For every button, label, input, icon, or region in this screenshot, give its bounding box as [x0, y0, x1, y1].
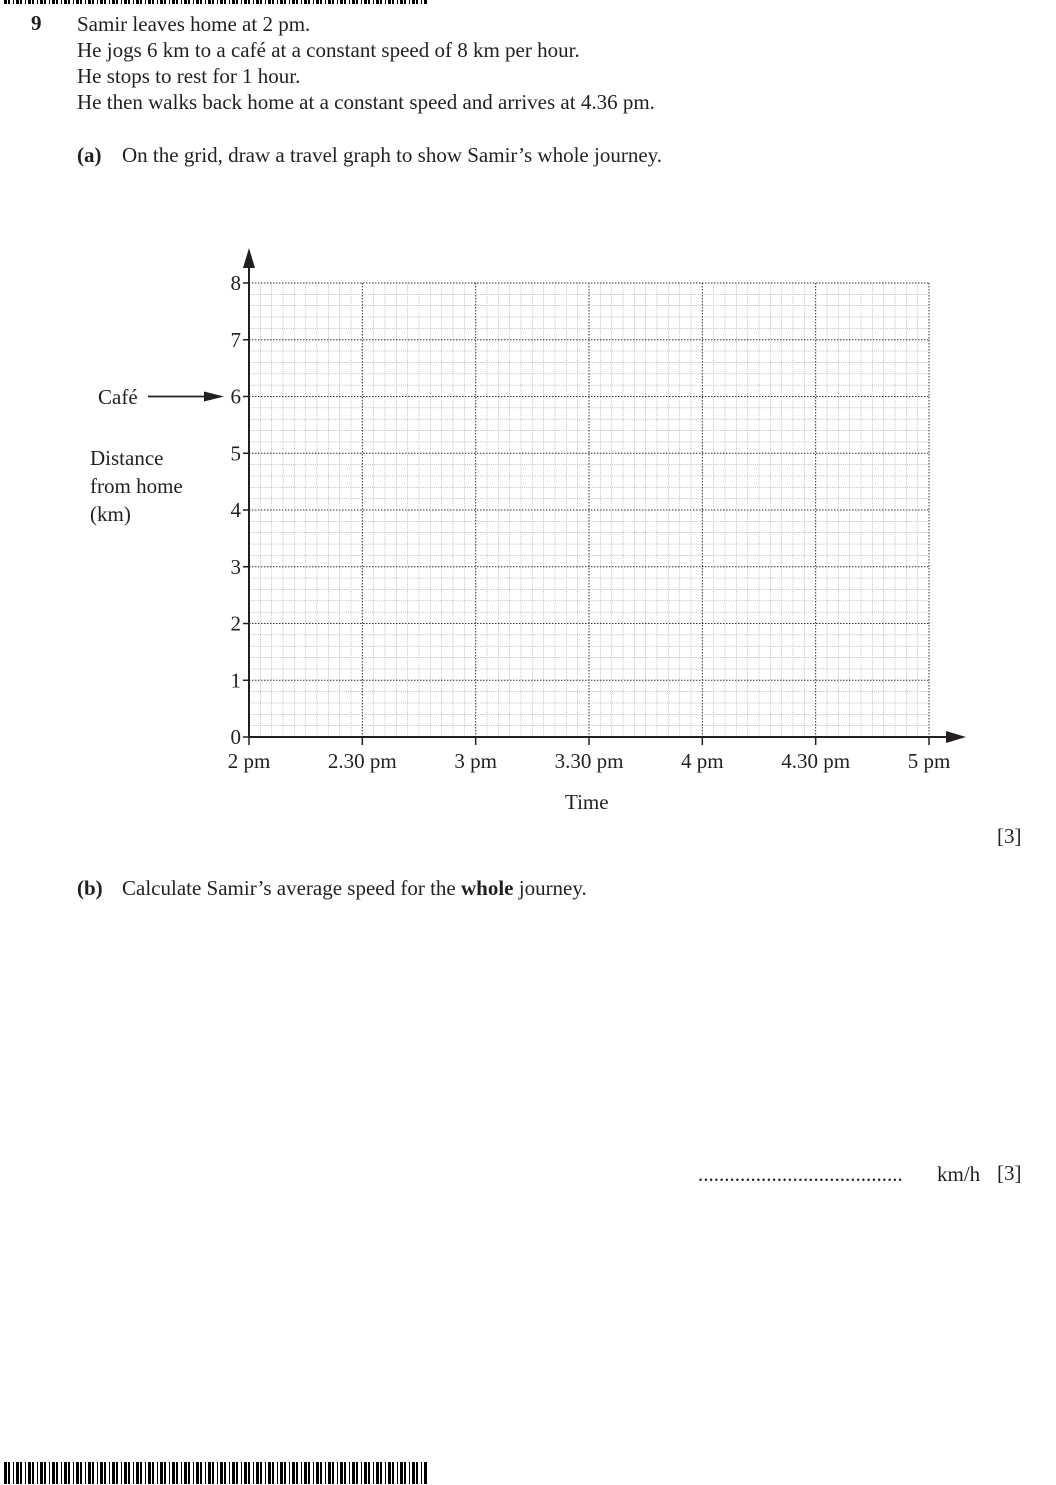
barcode-bar [124, 1462, 127, 1484]
barcode-bar [109, 1462, 110, 1484]
barcode-bar [260, 1462, 262, 1484]
barcode-bar [400, 1462, 403, 1484]
barcode-bar [416, 1462, 418, 1484]
question-line-4: He then walks back home at a constant speed and arrives at 4.36 pm. [77, 90, 655, 114]
part-b-marks: [3] [997, 1161, 1022, 1185]
barcode-bar [188, 1462, 190, 1484]
cafe-label: Café [98, 385, 138, 409]
barcode-bar [32, 1462, 34, 1484]
barcode-bar [169, 1462, 170, 1484]
barcode-bar [421, 1462, 422, 1484]
x-tick-label: 3.30 pm [554, 749, 624, 773]
barcode-bar [140, 1462, 142, 1484]
y-axis-label-line-2: from home [90, 474, 183, 498]
barcode-bar [61, 1462, 62, 1484]
barcode-bar [361, 1462, 362, 1484]
barcode-bar [80, 1462, 82, 1484]
barcode-bar [52, 1462, 55, 1484]
x-tick-label: 3 pm [454, 749, 497, 773]
barcode-bar [160, 1462, 163, 1484]
x-tick-label: 2.30 pm [327, 749, 397, 773]
barcode-bar [328, 1462, 331, 1484]
y-axis-label-line-1: Distance [90, 446, 164, 470]
question-line-3: He stops to rest for 1 hour. [77, 64, 301, 88]
part-b-text-before: Calculate Samir’s average speed for the [122, 876, 461, 900]
y-tick-label: 0 [230, 725, 241, 749]
barcode-bar [121, 1462, 122, 1484]
y-axis-arrowhead [243, 248, 255, 268]
barcode-bar [212, 1462, 214, 1484]
y-tick-label: 6 [230, 384, 241, 409]
barcode-bar [64, 1462, 67, 1484]
barcode-bar [380, 1462, 382, 1484]
barcode-bar [424, 1462, 427, 1484]
barcode-bar [157, 1462, 158, 1484]
barcode-bar [409, 1462, 410, 1484]
part-b-label: (b) [77, 876, 103, 900]
part-b-text [122, 875, 587, 901]
barcode-bar [368, 1462, 370, 1484]
x-axis-label: Time [565, 790, 609, 814]
barcode-bar [304, 1462, 307, 1484]
barcode-bar [176, 1462, 178, 1484]
barcode-bar [172, 1462, 175, 1484]
answer-line[interactable] [698, 1161, 903, 1187]
barcode-bar [136, 1462, 139, 1484]
tick-marks [243, 283, 929, 745]
barcode-bar [184, 1462, 187, 1484]
part-b-text-after: journey. [513, 876, 587, 900]
y-tick-label: 8 [230, 271, 241, 295]
y-tick-label: 2 [230, 611, 241, 636]
barcode-bar [229, 1462, 230, 1484]
barcode-bottom [4, 1462, 428, 1484]
answer-dots[interactable]: ....................................... [698, 1162, 903, 1186]
barcode-bar [88, 1462, 91, 1484]
barcode-bar [28, 1462, 31, 1484]
barcode-bar [205, 1462, 206, 1484]
barcode-bar [244, 1462, 247, 1484]
question-number: 9 [31, 11, 42, 35]
barcode-bar [49, 1462, 50, 1484]
barcode-bar [248, 1462, 250, 1484]
barcode-bar [20, 1462, 22, 1484]
barcode-bar [100, 1462, 103, 1484]
barcode-bar [193, 1462, 194, 1484]
barcode-bar [265, 1462, 266, 1484]
barcode-bar [85, 1462, 86, 1484]
barcode-bar [112, 1462, 115, 1484]
part-a-marks: [3] [997, 824, 1022, 848]
barcode-bar [13, 1462, 14, 1484]
barcode-bar [364, 1462, 367, 1484]
barcode-bar [104, 1462, 106, 1484]
x-tick-label: 4 pm [681, 749, 724, 773]
barcode-bar [349, 1462, 350, 1484]
x-axis-arrowhead [946, 731, 966, 743]
barcode-bar [116, 1462, 118, 1484]
barcode-bar [340, 1462, 343, 1484]
barcode-bar [241, 1462, 242, 1484]
barcode-bar [292, 1462, 295, 1484]
barcode-bar [73, 1462, 74, 1484]
question-line-2: He jogs 6 km to a café at a constant speed of 8 km per hour. [77, 38, 580, 62]
part-a-text: On the grid, draw a travel graph to show Samir’s whole journey. [122, 143, 663, 167]
barcode-bar [344, 1462, 346, 1484]
barcode-bar [277, 1462, 278, 1484]
barcode-bar [268, 1462, 271, 1484]
barcode-bar [133, 1462, 134, 1484]
barcode-bar [145, 1462, 146, 1484]
barcode-bar [56, 1462, 58, 1484]
barcode-bar [8, 1462, 10, 1484]
part-b-text-bold: whole [460, 876, 514, 900]
barcode-bar [37, 1462, 38, 1484]
y-tick-label: 5 [230, 441, 241, 466]
barcode-bar [289, 1462, 290, 1484]
barcode-bar [352, 1462, 355, 1484]
barcode-bar [308, 1462, 310, 1484]
cafe-arrowhead [204, 392, 224, 402]
y-axis-label-line-3: (km) [90, 502, 131, 526]
barcode-bar [236, 1462, 238, 1484]
barcode-bar [181, 1462, 182, 1484]
y-tick-label: 7 [230, 327, 241, 352]
barcode-bar [404, 1462, 406, 1484]
barcode-bar [356, 1462, 358, 1484]
barcode-bar [4, 1462, 7, 1484]
barcode-bar [253, 1462, 254, 1484]
barcode-bar [325, 1462, 326, 1484]
barcode-bar [397, 1462, 398, 1484]
barcode-bar [392, 1462, 394, 1484]
y-tick-label: 1 [230, 668, 241, 693]
barcode-bar [68, 1462, 70, 1484]
barcode-bar [296, 1462, 298, 1484]
barcode-bar [128, 1462, 130, 1484]
barcode-bar [92, 1462, 94, 1484]
barcode-bar [220, 1462, 223, 1484]
x-tick-label: 5 pm [907, 749, 951, 773]
barcode-bar [217, 1462, 218, 1484]
part-a-label: (a) [77, 143, 102, 167]
barcode-bar [200, 1462, 202, 1484]
barcode-bar [280, 1462, 283, 1484]
barcode-bar [256, 1462, 259, 1484]
barcode-bar [316, 1462, 319, 1484]
barcode-bar [313, 1462, 314, 1484]
barcode-bar [232, 1462, 235, 1484]
barcode-bar [208, 1462, 211, 1484]
barcode-bar [16, 1462, 19, 1484]
y-tick-label: 3 [230, 554, 241, 579]
barcode-bar [152, 1462, 154, 1484]
y-tick-label: 4 [230, 498, 241, 522]
barcode-bar [196, 1462, 199, 1484]
barcode-bar [373, 1462, 374, 1484]
barcode-bar [284, 1462, 286, 1484]
x-tick-label: 4.30 pm [781, 749, 851, 773]
barcode-bar [224, 1462, 226, 1484]
barcode-bar [76, 1462, 79, 1484]
question-line-1: Samir leaves home at 2 pm. [77, 12, 311, 36]
barcode-bar [97, 1462, 98, 1484]
answer-unit: km/h [937, 1162, 981, 1186]
barcode-bar [164, 1462, 166, 1484]
barcode-bar [301, 1462, 302, 1484]
barcode-bar [376, 1462, 379, 1484]
barcode-bar [25, 1462, 26, 1484]
barcode-bar [272, 1462, 274, 1484]
barcode-bar [40, 1462, 43, 1484]
barcode-bar [388, 1462, 391, 1484]
barcode-bar [148, 1462, 151, 1484]
barcode-bar [44, 1462, 46, 1484]
barcode-bar [412, 1462, 415, 1484]
x-tick-label: 2 pm [227, 749, 271, 773]
barcode-bar [385, 1462, 386, 1484]
barcode-bar [320, 1462, 322, 1484]
barcode-bar [337, 1462, 338, 1484]
barcode-bar [332, 1462, 334, 1484]
